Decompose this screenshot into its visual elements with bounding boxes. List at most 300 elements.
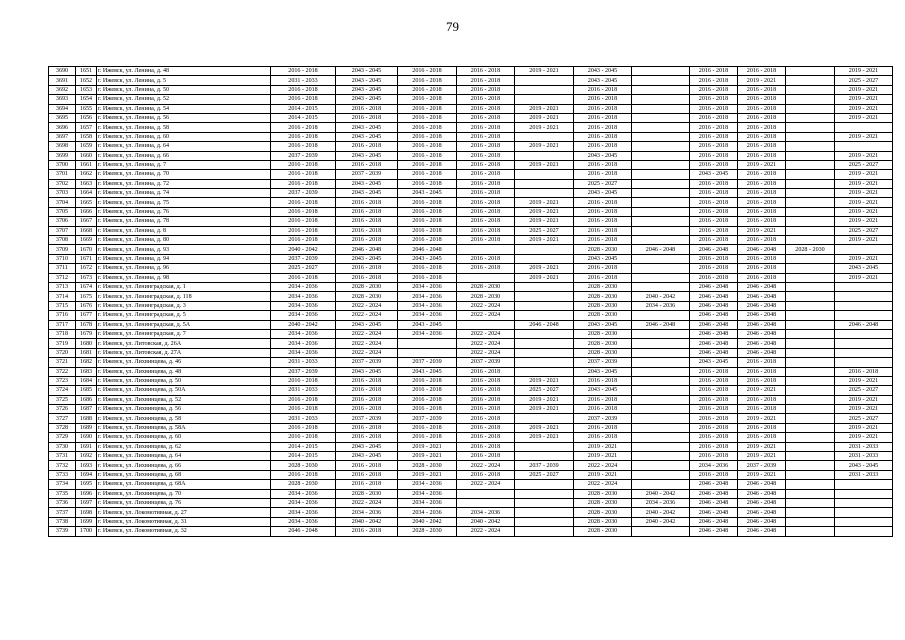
cell-period-2: 2022 - 2024 — [336, 311, 398, 320]
cell-period-8: 2016 - 2018 — [690, 179, 738, 188]
cell-period-5 — [515, 358, 574, 367]
cell-address: г. Ижевск, ул. Ленина, д. 75 — [97, 198, 271, 207]
cell-period-9: 2016 - 2018 — [738, 217, 786, 226]
table-row — [49, 395, 893, 404]
cell-period-10 — [786, 160, 835, 169]
cell-period-11: 2019 - 2021 — [835, 376, 893, 385]
cell-period-7 — [632, 329, 690, 338]
cell-period-10 — [786, 508, 835, 517]
cell-period-7: 2040 - 2042 — [632, 508, 690, 517]
cell-period-9: 2046 - 2048 — [738, 311, 786, 320]
cell-house-number: 1684 — [76, 376, 97, 385]
table-row — [49, 367, 893, 376]
cell-period-4: 2016 - 2018 — [457, 76, 515, 85]
cell-period-4: 2022 - 2024 — [457, 329, 515, 338]
cell-period-11: 2019 - 2021 — [835, 405, 893, 414]
cell-period-7: 2046 - 2048 — [632, 320, 690, 329]
table-row — [49, 452, 893, 461]
cell-period-4: 2022 - 2024 — [457, 461, 515, 470]
cell-period-8: 2016 - 2018 — [690, 414, 738, 423]
cell-period-11: 2019 - 2021 — [835, 198, 893, 207]
cell-period-11: 2019 - 2021 — [835, 67, 893, 76]
table-row — [49, 329, 893, 338]
cell-period-9: 2046 - 2048 — [738, 489, 786, 498]
cell-period-11 — [835, 339, 893, 348]
cell-period-6: 2016 - 2018 — [574, 405, 632, 414]
cell-period-8: 2016 - 2018 — [690, 254, 738, 263]
table-row — [49, 85, 893, 94]
cell-period-11 — [835, 508, 893, 517]
cell-period-8: 2016 - 2018 — [690, 67, 738, 76]
cell-period-5: 2019 - 2021 — [515, 423, 574, 432]
cell-address: г. Ижевск, ул. Ленина, д. 58 — [97, 123, 271, 132]
cell-period-4: 2028 - 2030 — [457, 292, 515, 301]
cell-house-number: 1699 — [76, 517, 97, 526]
cell-address: г. Ижевск, ул. Ленина, д. 96 — [97, 264, 271, 273]
table-row — [49, 480, 893, 489]
cell-row-number: 3726 — [49, 405, 76, 414]
cell-period-10 — [786, 217, 835, 226]
cell-period-9: 2016 - 2018 — [738, 170, 786, 179]
cell-period-7: 2034 - 2036 — [632, 301, 690, 310]
cell-period-6: 2028 - 2030 — [574, 498, 632, 507]
cell-house-number: 1698 — [76, 508, 97, 517]
cell-period-4: 2016 - 2018 — [457, 142, 515, 151]
cell-period-5: 2019 - 2021 — [515, 198, 574, 207]
cell-period-6: 2043 - 2045 — [574, 320, 632, 329]
cell-period-9: 2016 - 2018 — [738, 358, 786, 367]
cell-period-3: 2034 - 2036 — [398, 329, 457, 338]
table-body — [49, 67, 893, 537]
cell-period-5 — [515, 245, 574, 254]
cell-house-number: 1658 — [76, 132, 97, 141]
cell-period-6: 2016 - 2018 — [574, 376, 632, 385]
cell-period-5 — [515, 170, 574, 179]
table-row — [49, 301, 893, 310]
cell-period-2: 2016 - 2018 — [336, 386, 398, 395]
cell-period-10 — [786, 348, 835, 357]
cell-row-number: 3696 — [49, 123, 76, 132]
cell-period-2: 2016 - 2018 — [336, 433, 398, 442]
cell-period-10 — [786, 405, 835, 414]
cell-period-5 — [515, 498, 574, 507]
cell-period-7 — [632, 339, 690, 348]
cell-period-11: 2016 - 2018 — [835, 367, 893, 376]
cell-period-10 — [786, 358, 835, 367]
cell-address: г. Ижевск, ул. Лихвинцева, д. 76 — [97, 498, 271, 507]
cell-period-2: 2022 - 2024 — [336, 329, 398, 338]
cell-period-6: 2016 - 2018 — [574, 395, 632, 404]
cell-period-3: 2019 - 2021 — [398, 470, 457, 479]
cell-period-10 — [786, 414, 835, 423]
cell-period-3: 2016 - 2018 — [398, 217, 457, 226]
cell-row-number: 3707 — [49, 226, 76, 235]
cell-row-number: 3730 — [49, 442, 76, 451]
cell-period-9: 2046 - 2048 — [738, 292, 786, 301]
cell-address: г. Ижевск, ул. Ленина, д. 50 — [97, 85, 271, 94]
cell-period-11 — [835, 301, 893, 310]
cell-period-1: 2040 - 2042 — [271, 320, 336, 329]
cell-period-3: 2016 - 2018 — [398, 198, 457, 207]
cell-period-4: 2016 - 2018 — [457, 113, 515, 122]
cell-period-7 — [632, 254, 690, 263]
cell-period-4: 2016 - 2018 — [457, 207, 515, 216]
cell-period-4 — [457, 498, 515, 507]
cell-address: г. Ижевск, ул. Лихвинцева, д. 68А — [97, 480, 271, 489]
cell-period-3: 2016 - 2018 — [398, 264, 457, 273]
cell-period-10 — [786, 132, 835, 141]
cell-period-4: 2016 - 2018 — [457, 367, 515, 376]
cell-address: г. Ижевск, ул. Ленина, д. 93 — [97, 245, 271, 254]
cell-period-8: 2016 - 2018 — [690, 104, 738, 113]
cell-period-9: 2046 - 2048 — [738, 329, 786, 338]
cell-address: г. Ижевск, ул. Ленина, д. 98 — [97, 273, 271, 282]
cell-period-3: 2043 - 2045 — [398, 254, 457, 263]
cell-period-2: 2028 - 2030 — [336, 282, 398, 291]
cell-house-number: 1679 — [76, 329, 97, 338]
cell-period-9: 2016 - 2018 — [738, 85, 786, 94]
cell-house-number: 1676 — [76, 301, 97, 310]
table-row — [49, 245, 893, 254]
table-row — [49, 160, 893, 169]
cell-period-9: 2046 - 2048 — [738, 527, 786, 536]
cell-period-2: 2016 - 2018 — [336, 461, 398, 470]
cell-period-7 — [632, 405, 690, 414]
cell-period-10 — [786, 301, 835, 310]
table-row — [49, 433, 893, 442]
table-row — [49, 67, 893, 76]
cell-period-3: 2016 - 2018 — [398, 226, 457, 235]
cell-period-11: 2025 - 2027 — [835, 76, 893, 85]
table-row — [49, 311, 893, 320]
cell-period-10 — [786, 386, 835, 395]
cell-period-10 — [786, 480, 835, 489]
cell-period-5: 2019 - 2021 — [515, 236, 574, 245]
cell-period-2: 2046 - 2048 — [336, 245, 398, 254]
cell-period-8: 2046 - 2048 — [690, 489, 738, 498]
cell-period-7 — [632, 151, 690, 160]
cell-period-1: 2016 - 2018 — [271, 85, 336, 94]
table-row — [49, 405, 893, 414]
cell-address: г. Ижевск, ул. Ленина, д. 76 — [97, 207, 271, 216]
cell-period-5: 2019 - 2021 — [515, 376, 574, 385]
cell-address: г. Ижевск, ул. Ленинградская, д. 5А — [97, 320, 271, 329]
cell-period-2: 2043 - 2045 — [336, 442, 398, 451]
cell-period-1: 2046 - 2048 — [271, 527, 336, 536]
cell-period-8: 2046 - 2048 — [690, 292, 738, 301]
cell-period-1: 2037 - 2039 — [271, 189, 336, 198]
cell-period-5: 2019 - 2021 — [515, 273, 574, 282]
cell-period-2: 2043 - 2045 — [336, 320, 398, 329]
cell-period-4: 2037 - 2039 — [457, 358, 515, 367]
cell-house-number: 1665 — [76, 198, 97, 207]
cell-period-6: 2019 - 2021 — [574, 452, 632, 461]
cell-row-number: 3734 — [49, 480, 76, 489]
cell-period-11: 2019 - 2021 — [835, 207, 893, 216]
cell-period-9: 2046 - 2048 — [738, 339, 786, 348]
cell-period-4: 2016 - 2018 — [457, 423, 515, 432]
cell-period-3: 2034 - 2036 — [398, 282, 457, 291]
cell-period-9: 2016 - 2018 — [738, 104, 786, 113]
cell-period-5 — [515, 480, 574, 489]
cell-house-number: 1656 — [76, 113, 97, 122]
cell-address: г. Ижевск, ул. Лихвинцева, д. 50А — [97, 386, 271, 395]
cell-period-1: 2016 - 2018 — [271, 217, 336, 226]
cell-period-1: 2016 - 2018 — [271, 95, 336, 104]
cell-address: г. Ижевск, ул. Ленина, д. 78 — [97, 217, 271, 226]
cell-period-8: 2016 - 2018 — [690, 423, 738, 432]
cell-period-3: 2016 - 2018 — [398, 423, 457, 432]
cell-address: г. Ижевск, ул. Ленина, д. 72 — [97, 179, 271, 188]
cell-period-10 — [786, 527, 835, 536]
cell-period-11: 2019 - 2021 — [835, 423, 893, 432]
cell-period-5: 2046 - 2048 — [515, 320, 574, 329]
cell-period-6: 2043 - 2045 — [574, 76, 632, 85]
cell-period-3: 2016 - 2018 — [398, 95, 457, 104]
cell-period-4: 2022 - 2024 — [457, 339, 515, 348]
cell-period-3: 2034 - 2036 — [398, 292, 457, 301]
cell-period-9: 2019 - 2021 — [738, 386, 786, 395]
cell-period-6: 2016 - 2018 — [574, 198, 632, 207]
cell-row-number: 3706 — [49, 217, 76, 226]
cell-address: г. Ижевск, ул. Ленина, д. 80 — [97, 236, 271, 245]
cell-period-2: 2016 - 2018 — [336, 198, 398, 207]
cell-period-5 — [515, 282, 574, 291]
cell-period-8: 2046 - 2048 — [690, 329, 738, 338]
cell-address: г. Ижевск, ул. Лихвинцева, д. 48 — [97, 367, 271, 376]
cell-period-4: 2016 - 2018 — [457, 376, 515, 385]
cell-period-9: 2019 - 2021 — [738, 76, 786, 85]
cell-period-3: 2016 - 2018 — [398, 179, 457, 188]
cell-period-1: 2034 - 2036 — [271, 517, 336, 526]
cell-period-9: 2046 - 2048 — [738, 320, 786, 329]
cell-address: г. Ижевск, ул. Ленина, д. 54 — [97, 104, 271, 113]
cell-period-10 — [786, 329, 835, 338]
cell-period-1: 2016 - 2018 — [271, 142, 336, 151]
cell-period-7 — [632, 273, 690, 282]
cell-period-10 — [786, 113, 835, 122]
cell-period-8: 2016 - 2018 — [690, 142, 738, 151]
cell-period-11: 2043 - 2045 — [835, 461, 893, 470]
cell-period-6: 2043 - 2045 — [574, 151, 632, 160]
cell-period-9: 2019 - 2021 — [738, 160, 786, 169]
cell-period-6: 2043 - 2045 — [574, 386, 632, 395]
cell-period-11 — [835, 348, 893, 357]
cell-period-1: 2025 - 2027 — [271, 264, 336, 273]
cell-period-10 — [786, 85, 835, 94]
cell-period-10 — [786, 461, 835, 470]
cell-period-6: 2043 - 2045 — [574, 67, 632, 76]
cell-period-8: 2016 - 2018 — [690, 151, 738, 160]
table-row — [49, 236, 893, 245]
cell-period-8: 2016 - 2018 — [690, 395, 738, 404]
cell-period-3: 2028 - 2030 — [398, 461, 457, 470]
table-row — [49, 104, 893, 113]
table-row — [49, 170, 893, 179]
table-row — [49, 358, 893, 367]
cell-period-7: 2040 - 2042 — [632, 489, 690, 498]
cell-period-5: 2019 - 2021 — [515, 207, 574, 216]
cell-period-3: 2016 - 2018 — [398, 85, 457, 94]
cell-row-number: 3692 — [49, 85, 76, 94]
cell-period-8: 2016 - 2018 — [690, 113, 738, 122]
cell-period-5 — [515, 132, 574, 141]
cell-period-7 — [632, 85, 690, 94]
cell-period-5 — [515, 489, 574, 498]
cell-period-11: 2019 - 2021 — [835, 170, 893, 179]
cell-period-5: 2019 - 2021 — [515, 433, 574, 442]
cell-period-10 — [786, 123, 835, 132]
cell-period-6: 2037 - 2039 — [574, 358, 632, 367]
cell-period-1: 2028 - 2030 — [271, 461, 336, 470]
cell-period-11: 2019 - 2021 — [835, 273, 893, 282]
cell-period-7 — [632, 207, 690, 216]
table-row — [49, 470, 893, 479]
cell-period-5 — [515, 517, 574, 526]
cell-period-6: 2028 - 2030 — [574, 292, 632, 301]
cell-period-2: 2037 - 2039 — [336, 414, 398, 423]
cell-period-11 — [835, 142, 893, 151]
cell-period-1: 2014 - 2015 — [271, 442, 336, 451]
cell-address: г. Ижевск, ул. Ленина, д. 7 — [97, 160, 271, 169]
table-row — [49, 489, 893, 498]
cell-house-number: 1663 — [76, 179, 97, 188]
cell-period-10 — [786, 292, 835, 301]
cell-row-number: 3717 — [49, 320, 76, 329]
cell-period-4: 2016 - 2018 — [457, 132, 515, 141]
cell-period-11: 2019 - 2021 — [835, 151, 893, 160]
cell-period-4: 2022 - 2024 — [457, 348, 515, 357]
cell-period-6: 2016 - 2018 — [574, 273, 632, 282]
cell-row-number: 3735 — [49, 489, 76, 498]
cell-address: г. Ижевск, ул. Ленина, д. 48 — [97, 67, 271, 76]
cell-address: г. Ижевск, ул. Локомотивная, д. 27 — [97, 508, 271, 517]
cell-address: г. Ижевск, ул. Лихвинцева, д. 66 — [97, 461, 271, 470]
cell-period-5 — [515, 329, 574, 338]
cell-period-3: 2034 - 2036 — [398, 498, 457, 507]
cell-period-5: 2019 - 2021 — [515, 113, 574, 122]
cell-period-5 — [515, 151, 574, 160]
cell-period-1: 2040 - 2042 — [271, 245, 336, 254]
cell-house-number: 1662 — [76, 170, 97, 179]
cell-period-8: 2016 - 2018 — [690, 264, 738, 273]
cell-period-10 — [786, 207, 835, 216]
cell-period-11: 2025 - 2027 — [835, 414, 893, 423]
cell-period-11: 2025 - 2027 — [835, 160, 893, 169]
cell-row-number: 3691 — [49, 76, 76, 85]
cell-house-number: 1687 — [76, 405, 97, 414]
cell-period-9: 2016 - 2018 — [738, 207, 786, 216]
cell-period-2: 2043 - 2045 — [336, 123, 398, 132]
cell-period-7 — [632, 104, 690, 113]
cell-period-2: 2043 - 2045 — [336, 67, 398, 76]
cell-period-2: 2016 - 2018 — [336, 236, 398, 245]
cell-period-8: 2016 - 2018 — [690, 470, 738, 479]
cell-period-6: 2028 - 2030 — [574, 489, 632, 498]
cell-house-number: 1690 — [76, 433, 97, 442]
cell-period-9: 2019 - 2021 — [738, 226, 786, 235]
cell-period-5 — [515, 442, 574, 451]
cell-address: г. Ижевск, ул. Ленина, д. 8 — [97, 226, 271, 235]
cell-period-1: 2034 - 2036 — [271, 489, 336, 498]
cell-period-5: 2019 - 2021 — [515, 395, 574, 404]
cell-period-6: 2016 - 2018 — [574, 217, 632, 226]
cell-house-number: 1669 — [76, 236, 97, 245]
cell-period-7 — [632, 311, 690, 320]
cell-period-11 — [835, 480, 893, 489]
cell-period-11 — [835, 517, 893, 526]
cell-period-10 — [786, 151, 835, 160]
cell-period-8: 2046 - 2048 — [690, 348, 738, 357]
cell-period-3: 2016 - 2018 — [398, 67, 457, 76]
cell-period-5 — [515, 348, 574, 357]
cell-period-8: 2016 - 2018 — [690, 85, 738, 94]
cell-house-number: 1689 — [76, 423, 97, 432]
cell-period-4 — [457, 245, 515, 254]
cell-period-2: 2043 - 2045 — [336, 85, 398, 94]
cell-period-1: 2014 - 2015 — [271, 452, 336, 461]
cell-period-6: 2016 - 2018 — [574, 264, 632, 273]
cell-period-10 — [786, 264, 835, 273]
table-row — [49, 461, 893, 470]
cell-period-3: 2037 - 2039 — [398, 414, 457, 423]
cell-period-7 — [632, 348, 690, 357]
cell-period-5: 2019 - 2021 — [515, 142, 574, 151]
cell-period-9: 2016 - 2018 — [738, 198, 786, 207]
cell-address: г. Ижевск, ул. Лихвинцева, д. 56 — [97, 405, 271, 414]
cell-period-7: 2040 - 2042 — [632, 292, 690, 301]
cell-period-4: 2016 - 2018 — [457, 452, 515, 461]
cell-period-4 — [457, 489, 515, 498]
table-row — [49, 414, 893, 423]
cell-period-9: 2016 - 2018 — [738, 395, 786, 404]
cell-period-3: 2016 - 2018 — [398, 273, 457, 282]
cell-period-5 — [515, 301, 574, 310]
cell-period-5 — [515, 367, 574, 376]
cell-period-11: 2019 - 2021 — [835, 132, 893, 141]
cell-period-4: 2034 - 2036 — [457, 508, 515, 517]
cell-period-6: 2016 - 2018 — [574, 423, 632, 432]
cell-period-8: 2034 - 2036 — [690, 461, 738, 470]
cell-period-7 — [632, 433, 690, 442]
cell-house-number: 1694 — [76, 470, 97, 479]
table-row — [49, 264, 893, 273]
cell-period-9: 2046 - 2048 — [738, 245, 786, 254]
cell-house-number: 1697 — [76, 498, 97, 507]
cell-period-4: 2016 - 2018 — [457, 179, 515, 188]
cell-period-4: 2022 - 2024 — [457, 301, 515, 310]
cell-period-6: 2028 - 2030 — [574, 245, 632, 254]
cell-period-7 — [632, 461, 690, 470]
table-row — [49, 179, 893, 188]
cell-period-7 — [632, 452, 690, 461]
cell-period-7 — [632, 395, 690, 404]
cell-period-6: 2028 - 2030 — [574, 508, 632, 517]
cell-period-1: 2034 - 2036 — [271, 329, 336, 338]
cell-house-number: 1692 — [76, 452, 97, 461]
cell-period-4: 2016 - 2018 — [457, 104, 515, 113]
cell-address: г. Ижевск, ул. Ленина, д. 56 — [97, 113, 271, 122]
cell-house-number: 1674 — [76, 282, 97, 291]
cell-period-4: 2022 - 2024 — [457, 311, 515, 320]
cell-period-11: 2031 - 2033 — [835, 452, 893, 461]
cell-period-10 — [786, 282, 835, 291]
cell-row-number: 3727 — [49, 414, 76, 423]
cell-period-5: 2019 - 2021 — [515, 67, 574, 76]
cell-period-7 — [632, 95, 690, 104]
cell-row-number: 3720 — [49, 348, 76, 357]
cell-house-number: 1686 — [76, 395, 97, 404]
